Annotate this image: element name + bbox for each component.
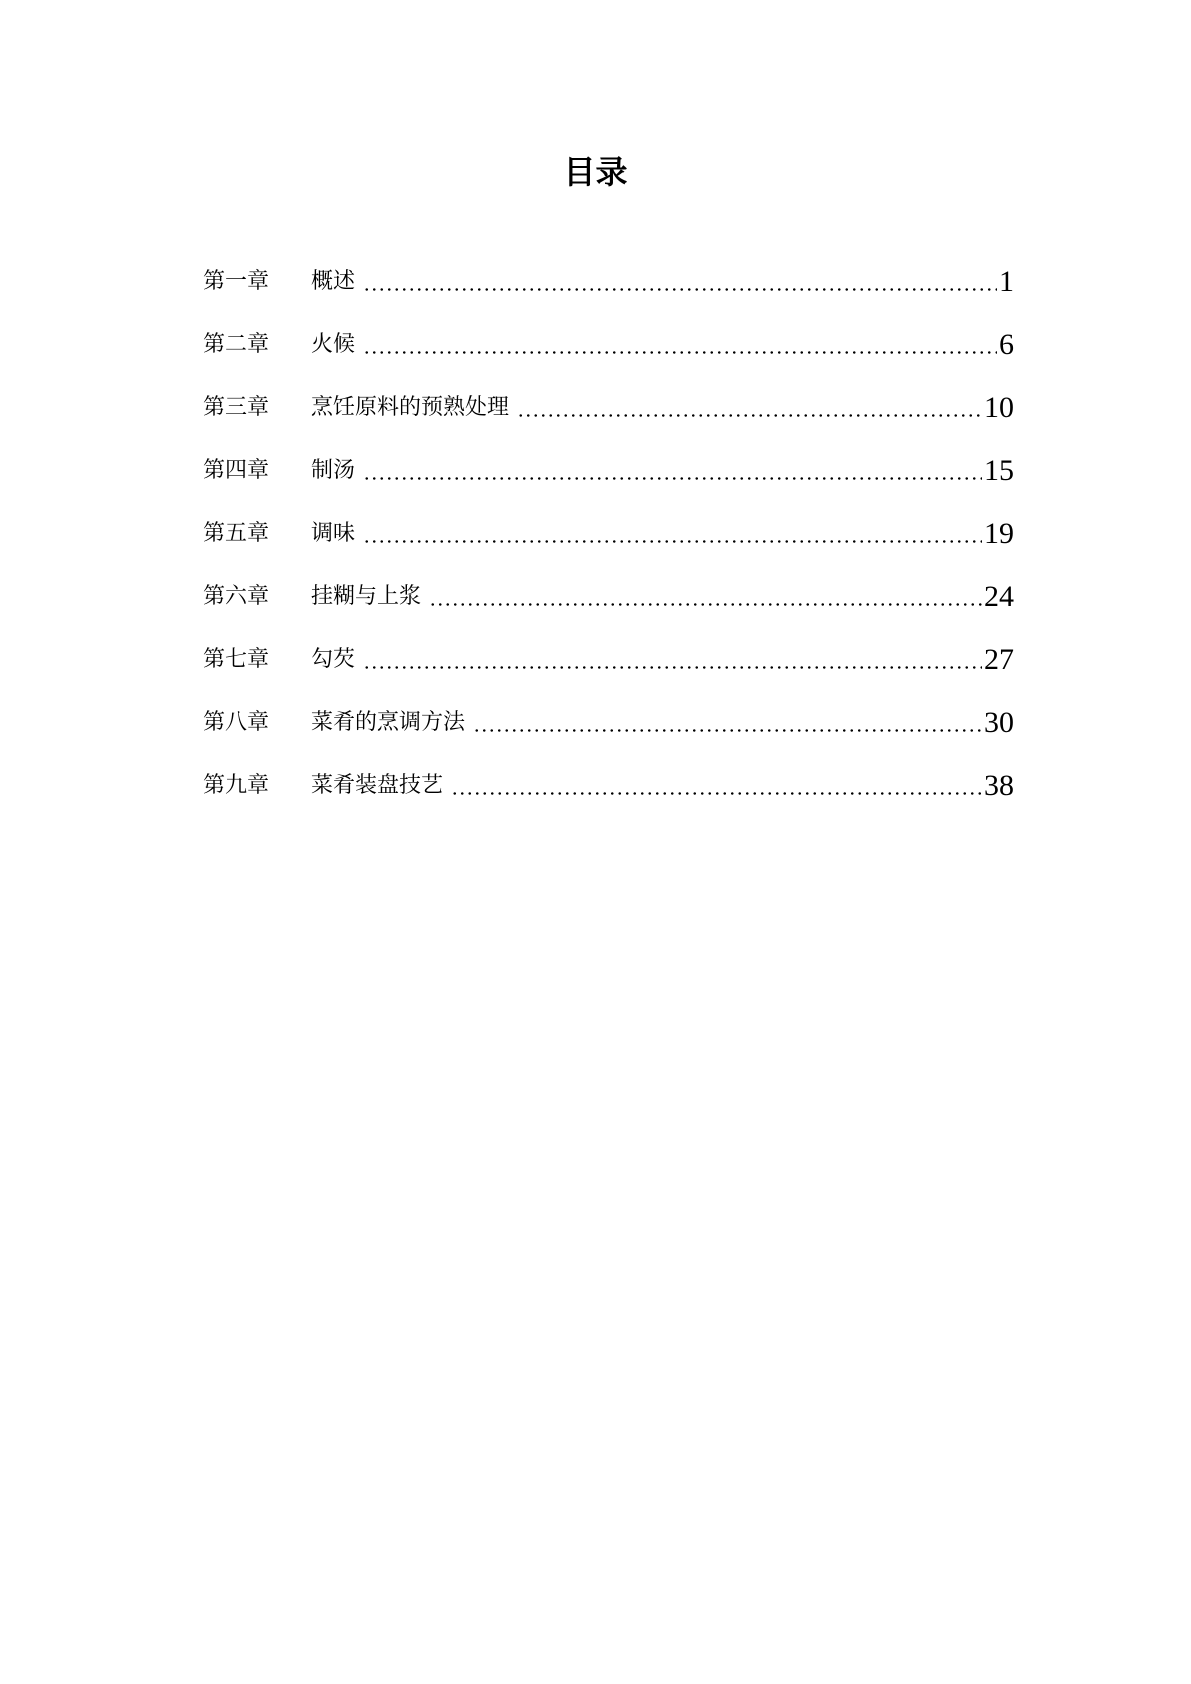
toc-entry[interactable] — [203, 565, 1014, 628]
chapter-title: 菜肴装盘技艺 — [311, 772, 444, 798]
chapter-number: 第三章 — [203, 394, 270, 420]
chapter-number: 第一章 — [203, 268, 270, 294]
toc-entry[interactable] — [203, 628, 1014, 691]
toc-entry[interactable] — [203, 376, 1014, 439]
toc-entry[interactable] — [203, 754, 1014, 817]
dot-leader — [363, 456, 982, 486]
dot-leader — [363, 645, 982, 675]
page-number: 15 — [984, 453, 1014, 487]
page-number: 19 — [984, 516, 1014, 550]
toc-entry[interactable] — [203, 502, 1014, 565]
table-of-contents — [203, 250, 1014, 817]
toc-entry[interactable] — [203, 439, 1014, 502]
dot-leader — [517, 393, 982, 423]
toc-entry[interactable] — [203, 250, 1014, 313]
chapter-number: 第九章 — [203, 772, 270, 798]
page-number: 10 — [984, 390, 1014, 424]
chapter-title: 制汤 — [311, 457, 356, 483]
chapter-title: 火候 — [311, 331, 356, 357]
chapter-title: 菜肴的烹调方法 — [311, 709, 466, 735]
chapter-title: 勾芡 — [311, 646, 356, 672]
chapter-title: 烹饪原料的预熟处理 — [311, 394, 510, 420]
page-title: 目录 — [563, 153, 628, 191]
dot-leader — [451, 771, 982, 801]
chapter-title: 调味 — [311, 520, 356, 546]
dot-leader — [473, 708, 982, 738]
chapter-number: 第八章 — [203, 709, 270, 735]
chapter-number: 第四章 — [203, 457, 270, 483]
toc-entry[interactable] — [203, 691, 1014, 754]
page-number: 27 — [984, 642, 1014, 676]
chapter-title: 概述 — [311, 268, 356, 294]
page-number: 30 — [984, 705, 1014, 739]
page-number: 6 — [999, 327, 1014, 361]
chapter-number: 第五章 — [203, 520, 270, 546]
page-number: 1 — [999, 264, 1014, 298]
toc-entry[interactable] — [203, 313, 1014, 376]
chapter-title: 挂糊与上浆 — [311, 583, 422, 609]
page-number: 38 — [984, 768, 1014, 802]
page-number: 24 — [984, 579, 1014, 613]
chapter-number: 第六章 — [203, 583, 270, 609]
dot-leader — [429, 582, 982, 612]
chapter-number: 第二章 — [203, 331, 270, 357]
chapter-number: 第七章 — [203, 646, 270, 672]
dot-leader — [363, 330, 997, 360]
dot-leader — [363, 519, 982, 549]
dot-leader — [363, 267, 997, 297]
